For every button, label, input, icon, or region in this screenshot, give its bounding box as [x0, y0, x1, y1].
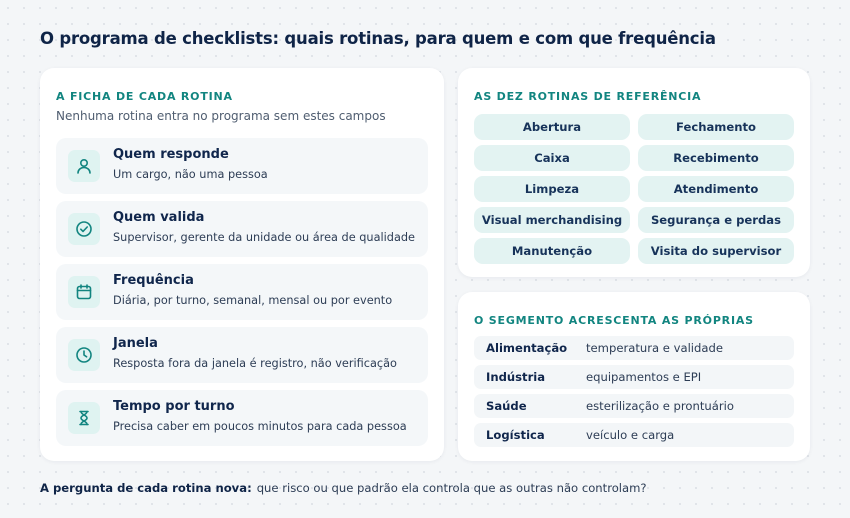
- segment-list: [474, 336, 794, 452]
- segment-row: [474, 365, 794, 389]
- ficha-heading: A FICHA DE CADA ROTINA: [56, 90, 233, 103]
- routine-pill: Manutenção: [474, 238, 630, 264]
- segment-value: equipamentos e EPI: [586, 370, 702, 384]
- segmento-card: [458, 292, 810, 461]
- segment-row: [474, 394, 794, 418]
- routine-pill: Atendimento: [638, 176, 794, 202]
- field-title: Janela: [113, 336, 158, 351]
- segment-name: Logística: [486, 428, 545, 442]
- routine-pill: Visita do supervisor: [638, 238, 794, 264]
- rotinas-heading: AS DEZ ROTINAS DE REFERÊNCIA: [474, 90, 702, 103]
- field-tempo-por-turno: [56, 390, 428, 446]
- field-title: Quem responde: [113, 147, 229, 162]
- routine-pill: Caixa: [474, 145, 630, 171]
- segmento-heading: O SEGMENTO ACRESCENTA AS PRÓPRIAS: [474, 314, 754, 327]
- routine-pill: Visual merchandising: [474, 207, 630, 233]
- ficha-card: [40, 68, 444, 461]
- field-desc: Supervisor, gerente da unidade ou área de qualidade: [113, 231, 415, 244]
- hourglass-icon: [68, 402, 100, 434]
- routine-pill: Fechamento: [638, 114, 794, 140]
- routine-grid: [474, 114, 794, 264]
- calendar-icon: [68, 276, 100, 308]
- field-list: [56, 138, 428, 453]
- field-title: Frequência: [113, 273, 194, 288]
- field-title: Quem valida: [113, 210, 205, 225]
- segment-value: esterilização e prontuário: [586, 399, 734, 413]
- segment-name: Indústria: [486, 370, 546, 384]
- segment-value: temperatura e validade: [586, 341, 723, 355]
- field-desc: Resposta fora da janela é registro, não verificação: [113, 357, 397, 370]
- ficha-subheading: Nenhuma rotina entra no programa sem estes campos: [56, 109, 386, 123]
- footer-note: [40, 481, 647, 495]
- clock-icon: [68, 339, 100, 371]
- page-title: O programa de checklists: quais rotinas, para quem e com que frequência: [40, 29, 716, 48]
- field-title: Tempo por turno: [113, 399, 235, 414]
- field-desc: Um cargo, não uma pessoa: [113, 168, 268, 181]
- field-janela: [56, 327, 428, 383]
- person-icon: [68, 150, 100, 182]
- segment-name: Alimentação: [486, 341, 568, 355]
- footer-text: que risco ou que padrão ela controla que as outras não controlam?: [256, 481, 647, 495]
- field-desc: Diária, por turno, semanal, mensal ou por evento: [113, 294, 393, 307]
- routine-pill: Segurança e perdas: [638, 207, 794, 233]
- field-desc: Precisa caber em poucos minutos para cada pessoa: [113, 420, 407, 433]
- segment-row: [474, 423, 794, 447]
- routine-pill: Abertura: [474, 114, 630, 140]
- routine-pill: Limpeza: [474, 176, 630, 202]
- field-quem-responde: [56, 138, 428, 194]
- rotinas-card: [458, 68, 810, 277]
- field-quem-valida: [56, 201, 428, 257]
- segment-value: veículo e carga: [586, 428, 675, 442]
- check-circle-icon: [68, 213, 100, 245]
- routine-pill: Recebimento: [638, 145, 794, 171]
- footer-label: A pergunta de cada rotina nova:: [40, 481, 252, 495]
- field-frequencia: [56, 264, 428, 320]
- segment-row: [474, 336, 794, 360]
- segment-name: Saúde: [486, 399, 527, 413]
